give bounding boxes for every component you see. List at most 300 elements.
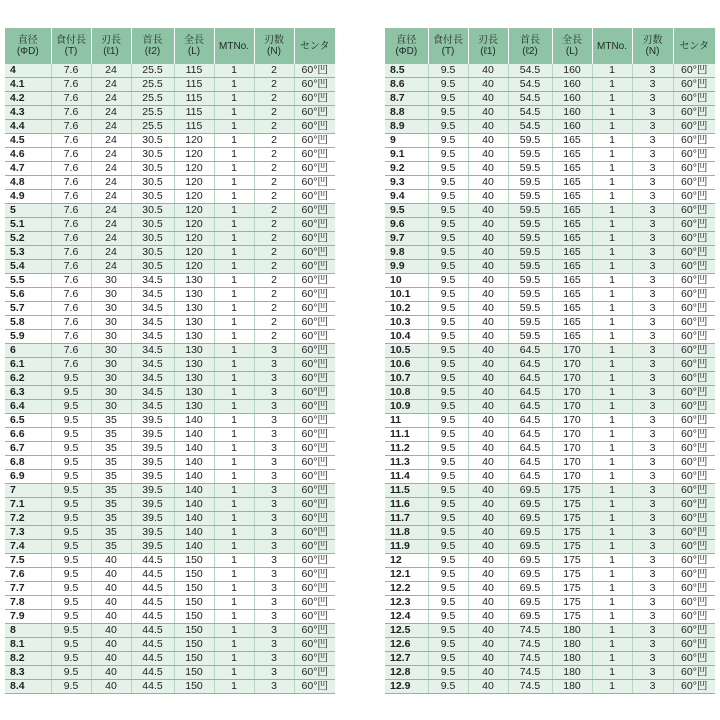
cell-diameter: 5.6 (5, 288, 51, 302)
cell-mt-number: 1 (592, 428, 632, 442)
cell-flute-count: 3 (632, 64, 673, 78)
table-row (5, 274, 335, 288)
cell-overall-length: 160 (552, 64, 592, 78)
cell-lead-length: 9.5 (428, 358, 468, 372)
table-row (385, 554, 715, 568)
cell-center: 60°凹 (673, 372, 715, 386)
cell-overall-length: 120 (174, 246, 214, 260)
cell-mt-number: 1 (214, 596, 254, 610)
cell-flute-count: 3 (254, 596, 294, 610)
cell-flute-count: 3 (254, 568, 294, 582)
cell-diameter: 6.7 (5, 442, 51, 456)
cell-lead-length: 9.5 (428, 92, 468, 106)
cell-neck-length: 69.5 (508, 512, 552, 526)
cell-flute-count: 3 (632, 204, 673, 218)
cell-flute-length: 30 (91, 344, 131, 358)
cell-diameter: 12.6 (385, 638, 428, 652)
cell-flute-length: 35 (91, 526, 131, 540)
cell-flute-length: 30 (91, 372, 131, 386)
cell-diameter: 9.3 (385, 176, 428, 190)
cell-center: 60°凹 (294, 64, 335, 78)
cell-flute-count: 3 (632, 414, 673, 428)
cell-diameter: 12.7 (385, 652, 428, 666)
cell-diameter: 10.4 (385, 330, 428, 344)
cell-flute-count: 3 (254, 470, 294, 484)
cell-neck-length: 59.5 (508, 274, 552, 288)
cell-lead-length: 7.6 (51, 120, 91, 134)
cell-flute-count: 2 (254, 120, 294, 134)
cell-flute-length: 30 (91, 358, 131, 372)
cell-neck-length: 54.5 (508, 120, 552, 134)
cell-flute-count: 3 (632, 176, 673, 190)
cell-flute-count: 3 (632, 428, 673, 442)
cell-center: 60°凹 (294, 610, 335, 624)
cell-mt-number: 1 (214, 526, 254, 540)
cell-mt-number: 1 (214, 666, 254, 680)
cell-flute-count: 3 (632, 288, 673, 302)
header-lead-length (51, 28, 91, 64)
cell-flute-count: 2 (254, 274, 294, 288)
cell-diameter: 12 (385, 554, 428, 568)
cell-mt-number: 1 (214, 106, 254, 120)
table-row (385, 372, 715, 386)
table-row (5, 218, 335, 232)
cell-neck-length: 54.5 (508, 92, 552, 106)
cell-flute-count: 2 (254, 288, 294, 302)
cell-overall-length: 170 (552, 344, 592, 358)
cell-diameter: 10.7 (385, 372, 428, 386)
cell-neck-length: 44.5 (131, 680, 174, 694)
cell-overall-length: 165 (552, 246, 592, 260)
cell-lead-length: 7.6 (51, 288, 91, 302)
cell-lead-length: 9.5 (428, 470, 468, 484)
cell-overall-length: 170 (552, 428, 592, 442)
cell-center: 60°凹 (294, 372, 335, 386)
table-row (385, 624, 715, 638)
cell-diameter: 9.6 (385, 218, 428, 232)
right-spec-table-wrap (385, 28, 715, 694)
table-row (5, 442, 335, 456)
cell-flute-length: 30 (91, 288, 131, 302)
cell-flute-length: 24 (91, 204, 131, 218)
cell-overall-length: 130 (174, 358, 214, 372)
cell-mt-number: 1 (214, 680, 254, 694)
cell-diameter: 5.1 (5, 218, 51, 232)
cell-flute-length: 40 (91, 638, 131, 652)
cell-mt-number: 1 (592, 246, 632, 260)
cell-mt-number: 1 (214, 162, 254, 176)
cell-diameter: 6.3 (5, 386, 51, 400)
cell-flute-count: 3 (632, 554, 673, 568)
cell-diameter: 11.4 (385, 470, 428, 484)
cell-diameter: 6.4 (5, 400, 51, 414)
table-row (385, 358, 715, 372)
cell-flute-count: 3 (254, 456, 294, 470)
cell-flute-length: 40 (468, 414, 508, 428)
cell-flute-count: 3 (632, 344, 673, 358)
cell-lead-length: 9.5 (51, 372, 91, 386)
cell-center: 60°凹 (673, 610, 715, 624)
table-row (5, 204, 335, 218)
cell-mt-number: 1 (592, 526, 632, 540)
cell-flute-count: 3 (632, 78, 673, 92)
cell-lead-length: 9.5 (428, 120, 468, 134)
cell-diameter: 4.5 (5, 134, 51, 148)
cell-center: 60°凹 (294, 92, 335, 106)
cell-flute-length: 40 (468, 400, 508, 414)
cell-overall-length: 130 (174, 386, 214, 400)
cell-flute-count: 3 (254, 680, 294, 694)
cell-mt-number: 1 (592, 456, 632, 470)
cell-center: 60°凹 (673, 512, 715, 526)
cell-neck-length: 64.5 (508, 386, 552, 400)
cell-center: 60°凹 (673, 540, 715, 554)
cell-diameter: 5.8 (5, 316, 51, 330)
table-row (385, 274, 715, 288)
cell-mt-number: 1 (214, 512, 254, 526)
cell-lead-length: 9.5 (428, 176, 468, 190)
cell-center: 60°凹 (294, 232, 335, 246)
cell-neck-length: 44.5 (131, 610, 174, 624)
table-row (385, 540, 715, 554)
cell-diameter: 4 (5, 64, 51, 78)
cell-center: 60°凹 (673, 484, 715, 498)
table-row (5, 246, 335, 260)
cell-neck-length: 44.5 (131, 638, 174, 652)
cell-overall-length: 175 (552, 498, 592, 512)
table-row (385, 232, 715, 246)
cell-lead-length: 7.6 (51, 330, 91, 344)
cell-flute-length: 40 (468, 372, 508, 386)
cell-flute-length: 40 (468, 512, 508, 526)
header-mt-number (214, 28, 254, 64)
cell-mt-number: 1 (214, 134, 254, 148)
cell-lead-length: 9.5 (428, 344, 468, 358)
cell-flute-count: 2 (254, 78, 294, 92)
cell-center: 60°凹 (673, 330, 715, 344)
cell-mt-number: 1 (592, 568, 632, 582)
cell-center: 60°凹 (294, 190, 335, 204)
cell-mt-number: 1 (592, 358, 632, 372)
cell-lead-length: 9.5 (428, 526, 468, 540)
cell-flute-length: 40 (468, 470, 508, 484)
cell-neck-length: 30.5 (131, 176, 174, 190)
cell-flute-length: 40 (91, 554, 131, 568)
cell-neck-length: 25.5 (131, 120, 174, 134)
cell-overall-length: 165 (552, 204, 592, 218)
table-row (5, 386, 335, 400)
cell-diameter: 12.9 (385, 680, 428, 694)
cell-overall-length: 120 (174, 204, 214, 218)
cell-neck-length: 54.5 (508, 78, 552, 92)
cell-center: 60°凹 (294, 218, 335, 232)
cell-mt-number: 1 (592, 330, 632, 344)
table-row (5, 358, 335, 372)
cell-diameter: 10.9 (385, 400, 428, 414)
cell-flute-length: 40 (468, 316, 508, 330)
header-label: 首長 (520, 35, 540, 46)
cell-mt-number: 1 (214, 274, 254, 288)
cell-mt-number: 1 (214, 218, 254, 232)
cell-flute-count: 3 (632, 330, 673, 344)
cell-mt-number: 1 (592, 120, 632, 134)
cell-flute-count: 2 (254, 330, 294, 344)
cell-overall-length: 165 (552, 274, 592, 288)
table-row (385, 568, 715, 582)
cell-neck-length: 69.5 (508, 540, 552, 554)
cell-mt-number: 1 (214, 120, 254, 134)
cell-neck-length: 59.5 (508, 218, 552, 232)
cell-flute-length: 40 (468, 386, 508, 400)
cell-lead-length: 9.5 (428, 512, 468, 526)
cell-overall-length: 120 (174, 162, 214, 176)
cell-center: 60°凹 (673, 316, 715, 330)
cell-diameter: 4.3 (5, 106, 51, 120)
cell-mt-number: 1 (592, 512, 632, 526)
cell-mt-number: 1 (592, 316, 632, 330)
cell-mt-number: 1 (214, 652, 254, 666)
cell-flute-count: 3 (254, 428, 294, 442)
cell-mt-number: 1 (592, 554, 632, 568)
cell-lead-length: 9.5 (428, 78, 468, 92)
cell-mt-number: 1 (592, 414, 632, 428)
header-label: センタ (299, 40, 330, 52)
cell-mt-number: 1 (592, 302, 632, 316)
table-row (385, 92, 715, 106)
cell-lead-length: 9.5 (428, 316, 468, 330)
cell-neck-length: 59.5 (508, 176, 552, 190)
cell-neck-length: 25.5 (131, 78, 174, 92)
cell-flute-length: 24 (91, 92, 131, 106)
cell-neck-length: 34.5 (131, 288, 174, 302)
cell-lead-length: 9.5 (51, 484, 91, 498)
cell-flute-length: 40 (468, 78, 508, 92)
cell-diameter: 12.2 (385, 582, 428, 596)
cell-lead-length: 9.5 (428, 484, 468, 498)
left-spec-table (5, 28, 335, 694)
table-row (5, 134, 335, 148)
header-label: 刃長 (478, 35, 498, 46)
cell-mt-number: 1 (592, 666, 632, 680)
cell-mt-number: 1 (592, 344, 632, 358)
cell-flute-count: 2 (254, 148, 294, 162)
cell-overall-length: 140 (174, 414, 214, 428)
cell-center: 60°凹 (673, 134, 715, 148)
cell-center: 60°凹 (673, 246, 715, 260)
cell-flute-length: 24 (91, 148, 131, 162)
cell-flute-count: 3 (254, 638, 294, 652)
cell-overall-length: 130 (174, 372, 214, 386)
cell-mt-number: 1 (214, 414, 254, 428)
cell-mt-number: 1 (214, 638, 254, 652)
table-row (5, 512, 335, 526)
table-row (5, 498, 335, 512)
cell-flute-length: 40 (468, 176, 508, 190)
cell-center: 60°凹 (294, 260, 335, 274)
cell-center: 60°凹 (294, 568, 335, 582)
cell-mt-number: 1 (214, 246, 254, 260)
cell-flute-length: 40 (468, 596, 508, 610)
cell-mt-number: 1 (592, 64, 632, 78)
cell-flute-length: 40 (468, 624, 508, 638)
cell-diameter: 5 (5, 204, 51, 218)
cell-lead-length: 9.5 (428, 680, 468, 694)
cell-diameter: 6.9 (5, 470, 51, 484)
table-row (385, 302, 715, 316)
cell-flute-length: 40 (468, 652, 508, 666)
cell-flute-count: 3 (632, 134, 673, 148)
cell-mt-number: 1 (214, 540, 254, 554)
cell-center: 60°凹 (294, 106, 335, 120)
cell-flute-length: 40 (91, 666, 131, 680)
cell-diameter: 4.9 (5, 190, 51, 204)
cell-lead-length: 9.5 (51, 414, 91, 428)
cell-overall-length: 140 (174, 484, 214, 498)
cell-diameter: 11.7 (385, 512, 428, 526)
cell-neck-length: 69.5 (508, 526, 552, 540)
cell-diameter: 5.9 (5, 330, 51, 344)
cell-neck-length: 64.5 (508, 442, 552, 456)
cell-lead-length: 9.5 (428, 568, 468, 582)
cell-diameter: 9.4 (385, 190, 428, 204)
cell-lead-length: 9.5 (428, 582, 468, 596)
cell-flute-length: 30 (91, 316, 131, 330)
cell-neck-length: 74.5 (508, 680, 552, 694)
cell-center: 60°凹 (294, 596, 335, 610)
cell-center: 60°凹 (294, 428, 335, 442)
cell-lead-length: 9.5 (51, 554, 91, 568)
cell-lead-length: 9.5 (51, 512, 91, 526)
cell-flute-count: 3 (632, 190, 673, 204)
header-unit: (ΦD) (16, 46, 39, 57)
table-header-row (385, 28, 715, 64)
cell-overall-length: 180 (552, 638, 592, 652)
header-unit: (T) (441, 46, 455, 57)
cell-diameter: 6 (5, 344, 51, 358)
cell-neck-length: 69.5 (508, 498, 552, 512)
cell-neck-length: 59.5 (508, 302, 552, 316)
cell-flute-count: 3 (632, 498, 673, 512)
cell-flute-count: 3 (632, 120, 673, 134)
cell-diameter: 8.8 (385, 106, 428, 120)
cell-flute-length: 35 (91, 512, 131, 526)
cell-diameter: 11.8 (385, 526, 428, 540)
cell-diameter: 12.3 (385, 596, 428, 610)
cell-diameter: 9.2 (385, 162, 428, 176)
cell-overall-length: 170 (552, 386, 592, 400)
cell-lead-length: 9.5 (428, 246, 468, 260)
cell-lead-length: 9.5 (428, 204, 468, 218)
cell-center: 60°凹 (294, 666, 335, 680)
table-row (5, 526, 335, 540)
cell-flute-length: 24 (91, 218, 131, 232)
cell-neck-length: 59.5 (508, 232, 552, 246)
cell-mt-number: 1 (214, 260, 254, 274)
cell-lead-length: 9.5 (51, 582, 91, 596)
table-row (5, 316, 335, 330)
header-flute-count (254, 28, 294, 64)
cell-overall-length: 150 (174, 582, 214, 596)
cell-neck-length: 39.5 (131, 512, 174, 526)
cell-flute-length: 40 (91, 610, 131, 624)
cell-overall-length: 165 (552, 316, 592, 330)
cell-diameter: 8.5 (385, 64, 428, 78)
cell-flute-count: 3 (632, 596, 673, 610)
cell-lead-length: 9.5 (428, 666, 468, 680)
cell-flute-count: 3 (254, 484, 294, 498)
cell-lead-length: 7.6 (51, 232, 91, 246)
cell-flute-length: 35 (91, 442, 131, 456)
table-row (385, 134, 715, 148)
cell-neck-length: 25.5 (131, 64, 174, 78)
cell-flute-length: 40 (468, 456, 508, 470)
table-row (385, 330, 715, 344)
cell-overall-length: 115 (174, 92, 214, 106)
cell-diameter: 7.3 (5, 526, 51, 540)
cell-flute-count: 3 (254, 498, 294, 512)
cell-neck-length: 44.5 (131, 554, 174, 568)
table-row (5, 162, 335, 176)
cell-diameter: 11.2 (385, 442, 428, 456)
cell-flute-count: 3 (254, 526, 294, 540)
cell-neck-length: 39.5 (131, 414, 174, 428)
cell-flute-count: 3 (632, 442, 673, 456)
cell-neck-length: 39.5 (131, 442, 174, 456)
table-row (385, 652, 715, 666)
cell-neck-length: 34.5 (131, 344, 174, 358)
cell-overall-length: 120 (174, 176, 214, 190)
cell-lead-length: 9.5 (428, 148, 468, 162)
cell-mt-number: 1 (214, 358, 254, 372)
cell-center: 60°凹 (673, 666, 715, 680)
cell-neck-length: 44.5 (131, 582, 174, 596)
cell-flute-count: 3 (632, 274, 673, 288)
cell-flute-count: 3 (632, 148, 673, 162)
table-row (5, 652, 335, 666)
cell-overall-length: 120 (174, 134, 214, 148)
table-row (385, 218, 715, 232)
cell-overall-length: 115 (174, 64, 214, 78)
cell-flute-count: 3 (632, 540, 673, 554)
cell-diameter: 6.8 (5, 456, 51, 470)
cell-overall-length: 170 (552, 358, 592, 372)
cell-mt-number: 1 (592, 680, 632, 694)
cell-center: 60°凹 (294, 204, 335, 218)
table-row (5, 190, 335, 204)
table-row (385, 344, 715, 358)
table-row (385, 638, 715, 652)
cell-mt-number: 1 (592, 540, 632, 554)
cell-neck-length: 64.5 (508, 470, 552, 484)
cell-overall-length: 150 (174, 666, 214, 680)
cell-flute-length: 40 (468, 246, 508, 260)
cell-lead-length: 7.6 (51, 78, 91, 92)
table-row (5, 638, 335, 652)
cell-neck-length: 59.5 (508, 190, 552, 204)
cell-center: 60°凹 (294, 456, 335, 470)
header-label: 全長 (184, 35, 204, 46)
cell-overall-length: 160 (552, 92, 592, 106)
cell-neck-length: 64.5 (508, 344, 552, 358)
cell-neck-length: 44.5 (131, 666, 174, 680)
cell-flute-count: 3 (632, 456, 673, 470)
cell-flute-count: 3 (632, 246, 673, 260)
cell-diameter: 7.8 (5, 596, 51, 610)
cell-flute-count: 3 (632, 260, 673, 274)
cell-center: 60°凹 (673, 526, 715, 540)
cell-center: 60°凹 (673, 456, 715, 470)
cell-overall-length: 165 (552, 190, 592, 204)
